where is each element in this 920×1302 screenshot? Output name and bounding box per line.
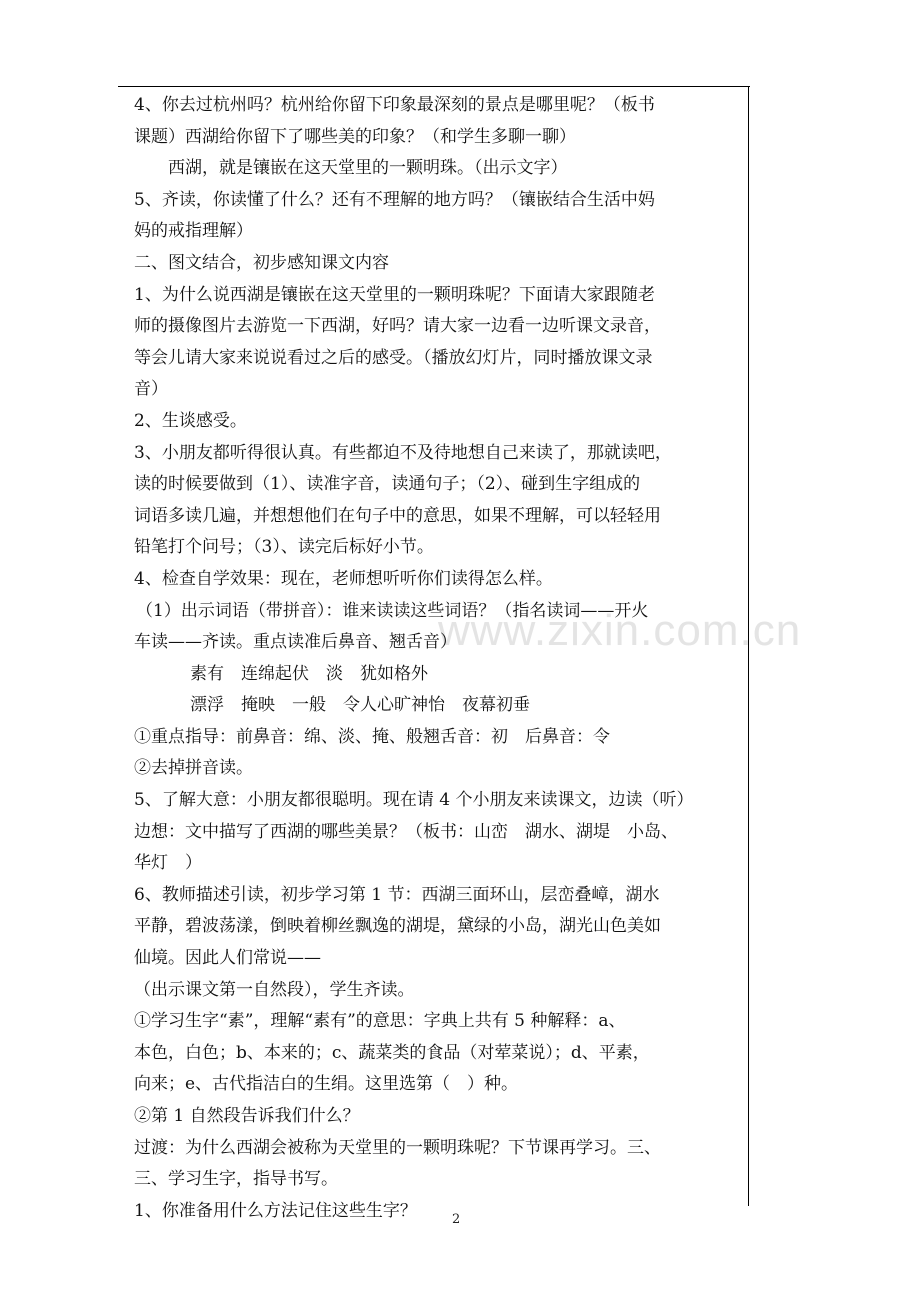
vocabulary-line: 漂浮 掩映 一般 令人心旷神怡 夜幕初垂 <box>190 695 530 716</box>
text-line: 车读——齐读。重点读准后鼻音、翘舌音） <box>134 632 457 653</box>
text-line: 5、了解大意：小朋友都很聪明。现在请 4 个小朋友来读课文，边读（听） <box>134 790 694 811</box>
text-line: （出示课文第一自然段），学生齐读。 <box>134 979 415 1000</box>
text-line: 课题）西湖给你留下了哪些美的印象？（和学生多聊一聊） <box>134 126 576 147</box>
text-line: 读的时候要做到（1）、读准字音，读通句子；（2）、碰到生字组成的 <box>134 474 641 495</box>
text-line: 5、齐读，你读懂了什么？还有不理解的地方吗？（镶嵌结合生活中妈 <box>134 189 655 210</box>
text-line: 妈的戒指理解） <box>134 221 253 242</box>
text-line: 2、生谈感受。 <box>134 410 247 431</box>
text-line: 音） <box>134 379 168 400</box>
text-line: 本色，白色；b、本来的；c、蔬菜类的食品（对荤菜说）；d、平素， <box>134 1042 650 1063</box>
text-line: 华灯 ） <box>134 853 202 874</box>
text-line: 4、你去过杭州吗？杭州给你留下印象最深刻的景点是哪里呢？（板书 <box>134 95 655 115</box>
text-line: 3、小朋友都听得很认真。有些都迫不及待地想自己来读了，那就读吧， <box>134 442 672 463</box>
section-heading: 三、学习生字，指导书写。 <box>134 1169 338 1190</box>
text-line: ②第 1 自然段告诉我们什么？ <box>134 1106 360 1126</box>
text-line: ①学习生字“素”，理解“素有”的意思：字典上共有 5 种解释：a、 <box>134 1011 626 1032</box>
text-line: （1）出示词语（带拼音）：谁来读读这些词语？（指名读词——开火 <box>136 600 649 621</box>
text-line: 1、为什么说西湖是镶嵌在这天堂里的一颗明珠呢？下面请大家跟随老 <box>134 284 655 305</box>
text-line: 向来；e、古代指洁白的生绢。这里选第（ ）种。 <box>134 1074 519 1095</box>
text-line: 师的摄像图片去游览一下西湖，好吗？请大家一边看一边听课文录音， <box>134 316 661 337</box>
text-line: 1、你准备用什么方法记住这些生字？ <box>134 1200 417 1221</box>
text-line: ②去掉拼音读。 <box>134 758 253 779</box>
text-line: 仙境。因此人们常说—— <box>134 948 321 969</box>
section-heading: 二、图文结合，初步感知课文内容 <box>134 252 389 273</box>
text-line: 词语多读几遍，并想想他们在句子中的意思，如果不理解，可以轻轻用 <box>134 505 661 526</box>
text-line: 4、检查自学效果：现在，老师想听听你们读得怎么样。 <box>134 568 553 589</box>
text-line: 过渡：为什么西湖会被称为天堂里的一颗明珠呢？下节课再学习。三、 <box>134 1137 661 1158</box>
table-top-border <box>118 86 750 87</box>
watermark: www.zixin.com.cn <box>438 606 802 655</box>
vocabulary-line: 素有 连绵起伏 淡 犹如格外 <box>190 663 428 684</box>
text-line: 等会儿请大家来说说看过之后的感受。（播放幻灯片，同时播放课文录 <box>134 347 653 368</box>
page-number: 2 <box>452 1212 461 1227</box>
text-line: ①重点指导：前鼻音：绵、淡、掩、般翘舌音：初 后鼻音：令 <box>134 726 610 747</box>
text-line: 铅笔打个问号；（3）、读完后标好小节。 <box>134 537 434 558</box>
text-line: 西湖，就是镶嵌在这天堂里的一颗明珠。（出示文字） <box>168 158 568 179</box>
text-line: 平静，碧波荡漾，倒映着柳丝飘逸的湖堤，黛绿的小岛，湖光山色美如 <box>134 916 661 937</box>
lesson-plan-body <box>134 90 714 1227</box>
text-line: 6、教师描述引读，初步学习第 1 节：西湖三面环山，层峦叠嶂，湖水 <box>134 884 660 905</box>
text-line: 边想：文中描写了西湖的哪些美景？（板书：山峦 湖水、湖堤 小岛、 <box>134 821 678 842</box>
